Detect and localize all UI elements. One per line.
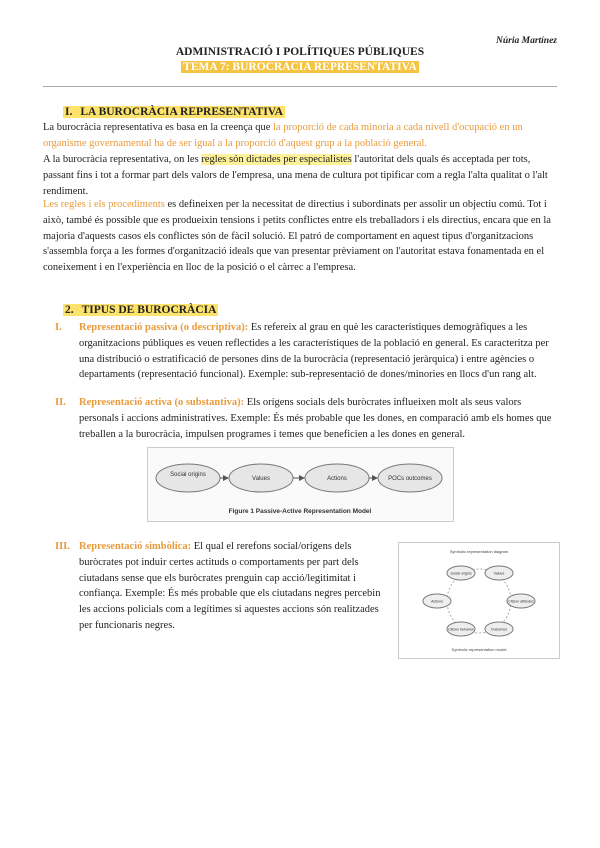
- p1-highlight: la proporció de cada minoria a cada nivell d'ocupació en un organisme governamental ha de ser igual a la proporció d'aquest grup a la població general.: [43, 122, 523, 149]
- figure-2-caption: Symbolic representation model: [451, 647, 507, 652]
- roman-numeral: II.: [55, 397, 66, 408]
- section-1-heading: [63, 106, 285, 118]
- section-1-paragraph-2: [43, 152, 559, 199]
- section-2-title: TIPUS DE BUROCRÀCIA: [81, 304, 217, 316]
- p2-text-c: l'autoritat dels quals és acceptada per tots, passant fins i tot a formar part dels valors de l'empresa, una mena de cultura pot tipificar com a regla l'alta qualitat o l'alt rendiment.: [43, 154, 548, 197]
- p2-text-a: A la burocràcia representativa, on les: [43, 154, 202, 165]
- item-text: Es refereix al grau en què les característiques demogràfiques a les organitzacions públiques es veuen reflectides a les característiques de la població en general. Es caracteritza per una distribució o estratificació de persones dins de la burocràcia (representació jeràrquica) i entre agències o departaments (representació funcional). Exemple: sub-representació de dones/minories en llocs d'un rang alt.: [79, 322, 549, 381]
- header-divider: [43, 86, 557, 87]
- section-2-number: 2.: [65, 304, 74, 316]
- roman-numeral: III.: [55, 541, 70, 552]
- f2-label-2: Values: [493, 571, 505, 576]
- author-name: Núria Martínez: [496, 36, 557, 46]
- subtitle-highlight: TEMA 7: BUROCRÀCIA REPRESENTATIVA: [183, 61, 417, 73]
- item-text: El qual el rerefons social/orígens dels buròcrates pot induir certes actituds o comportaments per part dels ciutadans sense que els buròcrates prenguin cap acció/legitimitat i confiança. Exemple: És més probable que els ciutadans negres percebin les accions policials com a legítimes si aquestes accions són realitzades per funcionaris negres.: [79, 541, 381, 631]
- label-node-1: Social origins: [170, 472, 206, 478]
- roman-numeral: I.: [55, 322, 62, 333]
- f2-label-6: Outcomes: [490, 627, 508, 632]
- item-label: Representació activa (o substantiva):: [79, 397, 245, 408]
- f2-label-1: Social origins: [450, 571, 472, 576]
- label-node-3: Actions: [327, 476, 347, 482]
- section-1-title: LA BUROCRÀCIA REPRESENTATIVA: [80, 106, 283, 118]
- section-1-paragraph-1: [43, 120, 559, 152]
- f2-label-4: Citizen attitudes: [508, 599, 534, 604]
- p3-highlight: Les regles i els procediments: [43, 199, 165, 210]
- item-label: Representació simbòlica:: [79, 541, 192, 552]
- section-1-paragraph-3: [43, 197, 559, 276]
- node-social-origins: [156, 464, 220, 492]
- list-item-active: [43, 395, 559, 442]
- list-item-symbolic: [43, 539, 393, 634]
- f2-label-5: Citizen behavior: [448, 627, 474, 632]
- section-2-heading: [63, 304, 218, 316]
- item-text: Els orígens socials dels buròcrates influeixen molt als seus valors personals i accions administratives. Exemple: És més probable que les dones, en comparació amb els homes que treballen a la burocràcia, impulsen programes i temes que beneficien a les dones en general.: [79, 397, 552, 440]
- p2-highlight: regles són dictades per especialistes: [201, 154, 352, 165]
- label-node-2: Values: [252, 476, 270, 482]
- p1-text: La burocràcia representativa es basa en la creença que: [43, 122, 273, 133]
- p3-text: es defineixen per la necessitat de directius i subordinats per assolir un objectiu comú. Tot i això, també és possible que es produeixin tensions i petits conflictes entre els treballadors i els directius, encara que en la majoria d'aquests casos els conflictes són de fàcil solució. El patró de comportament en aquest tipus d'organitzacions s'assembla força a les formes d'organització ideals que van presentar prèviament on l'autoritat estava fonamentada en el coneixement i en l'experiència en lloc de la posició o el càrrec a l'empresa.: [43, 199, 551, 274]
- figure-1-caption: Figure 1 Passive-Active Representation Model: [228, 508, 372, 515]
- document-subtitle: [0, 61, 600, 73]
- symbolic-representation-figure: [398, 542, 560, 659]
- figure-2-title: Symbolic representation diagram: [449, 549, 509, 554]
- label-node-4: POCs outcomes: [388, 476, 432, 482]
- passive-active-model-figure: [147, 447, 454, 522]
- list-item-passive: [43, 320, 559, 383]
- f2-label-3: Actions: [431, 599, 443, 604]
- section-1-number: I.: [65, 106, 73, 118]
- item-label: Representació passiva (o descriptiva):: [79, 322, 249, 333]
- document-title: ADMINISTRACIÓ I POLÍTIQUES PÚBLIQUES: [175, 46, 425, 58]
